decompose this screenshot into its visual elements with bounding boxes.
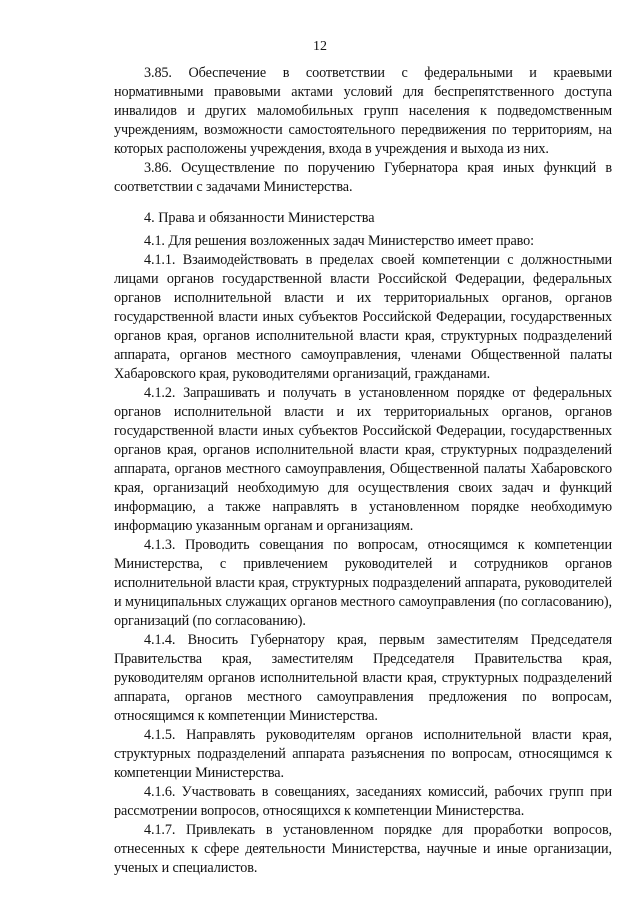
page-number: 12 [313, 39, 327, 54]
paragraph-4-1-5: 4.1.5. Направлять руководителям органов исполнительной власти края, структурных подразделений аппарата разъяснения по вопросам, относящимся к компетенции Министерства. [114, 727, 612, 781]
paragraph-3-85: 3.85. Обеспечение в соответствии с федеральными и краевыми нормативными правовыми актами условий для беспрепятственного доступа инвалидов и других маломобильных групп населения к подведомственным учреждениям, возможности самостоятельного передвижения по территориям, на которых расположены учреждения, входа в учреждения и выхода из них. [114, 65, 612, 157]
paragraph-3-86: 3.86. Осуществление по поручению Губернатора края иных функций в соответствии с задачами Министерства. [114, 160, 612, 195]
paragraph-4-1-4: 4.1.4. Вносить Губернатору края, первым заместителям Председателя Правительства края, заместителям Председателя Правительства края, руководителям органов исполнительной власти края, структурных подразделений аппарата, органов местного самоуправления предложения по вопросам, относящимся к компетенции Министерства. [114, 632, 612, 724]
paragraph-4-1-1: 4.1.1. Взаимодействовать в пределах своей компетенции с должностными лицами органов государственной власти Российской Федерации, федеральных органов исполнительной власти и их территориальных органов, органов государственной власти иных субъектов Российской Федерации, государственных органов края, органов исполнительной власти края, структурных подразделений аппарата, органов местного самоуправления, членами Общественной палаты Хабаровского края, руководителями организаций, гражданами. [114, 252, 612, 382]
paragraph-4-1-2: 4.1.2. Запрашивать и получать в установленном порядке от федеральных органов исполнительной власти и их территориальных органов, органов государственной власти иных субъектов Российской Федерации, государственных органов края, органов исполнительной власти края, структурных подразделений аппарата, органов местного самоуправления, Общественной палаты Хабаровского края, организаций необходимую для осуществления своих задач и функций информацию, а также направлять в установленном порядке необходимую информацию указанным органам и организациям. [114, 385, 612, 534]
paragraph-4-1-3: 4.1.3. Проводить совещания по вопросам, относящимся к компетенции Министерства, с привлечением руководителей и сотрудников органов исполнительной власти края, структурных подразделений аппарата, руководителей и муниципальных служащих органов местного самоуправления (по согласованию), организаций (по согласованию). [114, 537, 612, 629]
paragraph-4-1-6: 4.1.6. Участвовать в совещаниях, заседаниях комиссий, рабочих групп при рассмотрении вопросов, относящихся к компетенции Министерства. [114, 784, 612, 819]
paragraph-4-1: 4.1. Для решения возложенных задач Министерство имеет право: [144, 233, 535, 249]
paragraph-4-1-7: 4.1.7. Привлекать в установленном порядке для проработки вопросов, отнесенных к сфере деятельности Министерства, научные и иные организации, ученых и специалистов. [114, 822, 612, 876]
document-body [114, 64, 612, 878]
section-heading: 4. Права и обязанности Министерства [144, 210, 375, 226]
